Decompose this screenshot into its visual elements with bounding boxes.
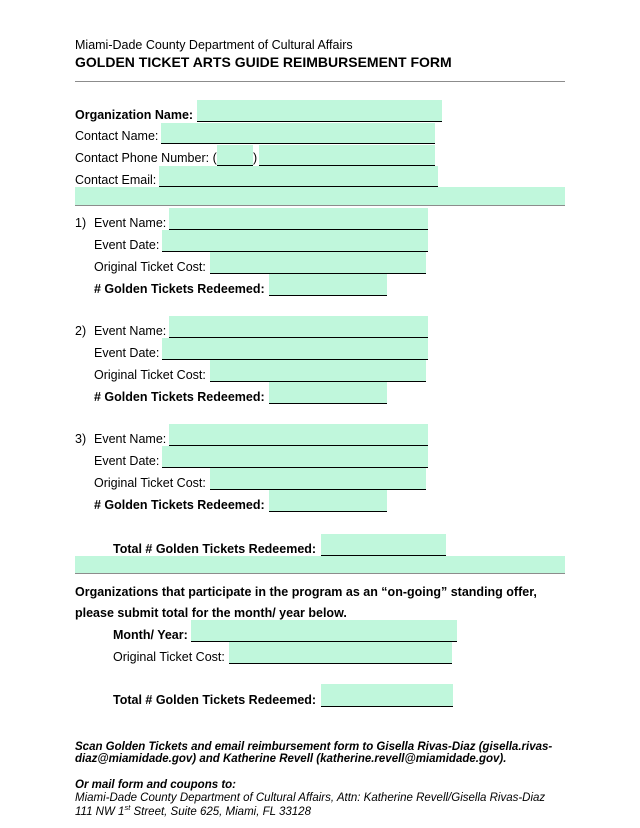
form-title: GOLDEN TICKET ARTS GUIDE REIMBURSEMENT FORM bbox=[75, 54, 452, 70]
section-divider bbox=[75, 205, 565, 206]
ongoing-ticket-cost-field[interactable] bbox=[229, 642, 452, 663]
mail-address bbox=[75, 805, 311, 819]
mail-attention: Miami-Dade County Department of Cultural Affairs, Attn: Katherine Revell/Gisella Rivas-Diaz bbox=[75, 792, 546, 804]
org-name-underline bbox=[197, 121, 442, 122]
total-redeemed-label: Total # Golden Tickets Redeemed: bbox=[113, 542, 317, 556]
agency-name: Miami-Dade County Department of Cultural Affairs bbox=[75, 38, 353, 52]
redeemed-underline bbox=[269, 403, 387, 404]
mail-heading: Or mail form and coupons to: bbox=[75, 779, 237, 791]
ticket-cost-label: Original Ticket Cost: bbox=[94, 368, 206, 382]
event-date-field[interactable] bbox=[162, 446, 428, 467]
phone-label: Contact Phone Number: ( bbox=[75, 151, 217, 165]
org-name-label: Organization Name: bbox=[75, 108, 194, 122]
event-number: 3) bbox=[75, 432, 87, 446]
event-number: 1) bbox=[75, 216, 87, 230]
redeemed-label: # Golden Tickets Redeemed: bbox=[94, 498, 265, 512]
redeemed-field[interactable] bbox=[269, 490, 387, 511]
event-name-label: Event Name: bbox=[94, 432, 167, 446]
event-name-field[interactable] bbox=[169, 316, 428, 337]
section-band bbox=[75, 556, 565, 573]
ongoing-instructions-line1: Organizations that participate in the program as an “on-going” standing offer, bbox=[75, 585, 537, 599]
event-name-field[interactable] bbox=[169, 424, 428, 445]
address-street: 111 NW 1 bbox=[75, 806, 125, 818]
email-instructions-line1: Scan Golden Tickets and email reimbursement form to Gisella Rivas-Diaz (gisella.rivas- bbox=[75, 741, 553, 753]
ticket-cost-label: Original Ticket Cost: bbox=[94, 476, 206, 490]
ongoing-ticket-cost-label: Original Ticket Cost: bbox=[113, 650, 225, 664]
event-date-label: Event Date: bbox=[94, 238, 160, 252]
email-field[interactable] bbox=[159, 166, 438, 186]
address-rest: Street, Suite 625, Miami, FL 33128 bbox=[130, 806, 311, 818]
total-redeemed-field[interactable] bbox=[321, 534, 446, 555]
phone-field[interactable] bbox=[259, 145, 435, 165]
ongoing-ticket-cost-underline bbox=[229, 663, 452, 664]
redeemed-field[interactable] bbox=[269, 274, 387, 295]
event-date-label: Event Date: bbox=[94, 346, 160, 360]
event-name-label: Event Name: bbox=[94, 216, 167, 230]
header-divider bbox=[75, 81, 565, 82]
total-redeemed-field[interactable] bbox=[321, 684, 453, 706]
ticket-cost-field[interactable] bbox=[210, 360, 426, 381]
event-number: 2) bbox=[75, 324, 87, 338]
event-name-label: Event Name: bbox=[94, 324, 167, 338]
email-label: Contact Email: bbox=[75, 173, 157, 187]
total-redeemed-label: Total # Golden Tickets Redeemed: bbox=[113, 693, 317, 707]
contact-name-label: Contact Name: bbox=[75, 129, 159, 143]
org-name-field[interactable] bbox=[197, 100, 442, 121]
redeemed-label: # Golden Tickets Redeemed: bbox=[94, 282, 265, 296]
section-band bbox=[75, 187, 565, 205]
address-ordinal: st bbox=[124, 803, 131, 813]
month-year-label: Month/ Year: bbox=[113, 628, 188, 642]
section-divider bbox=[75, 573, 565, 574]
phone-close-paren: ) bbox=[253, 151, 258, 165]
contact-name-field[interactable] bbox=[161, 123, 435, 143]
total-redeemed-underline bbox=[321, 706, 453, 707]
redeemed-label: # Golden Tickets Redeemed: bbox=[94, 390, 265, 404]
redeemed-underline bbox=[269, 511, 387, 512]
redeemed-field[interactable] bbox=[269, 382, 387, 403]
contact-name-underline bbox=[161, 143, 435, 144]
ticket-cost-field[interactable] bbox=[210, 252, 426, 273]
ongoing-instructions-line2: please submit total for the month/ year below. bbox=[75, 606, 347, 620]
event-name-field[interactable] bbox=[169, 208, 428, 229]
ticket-cost-field[interactable] bbox=[210, 468, 426, 489]
area-code-field[interactable] bbox=[217, 145, 253, 165]
event-date-field[interactable] bbox=[162, 338, 428, 359]
ticket-cost-label: Original Ticket Cost: bbox=[94, 260, 206, 274]
redeemed-underline bbox=[269, 295, 387, 296]
event-date-label: Event Date: bbox=[94, 454, 160, 468]
month-year-field[interactable] bbox=[191, 620, 457, 641]
email-instructions-line2: diaz@miamidade.gov) and Katherine Revell (katherine.revell@miamidade.gov). bbox=[75, 753, 507, 765]
event-date-field[interactable] bbox=[162, 230, 428, 251]
